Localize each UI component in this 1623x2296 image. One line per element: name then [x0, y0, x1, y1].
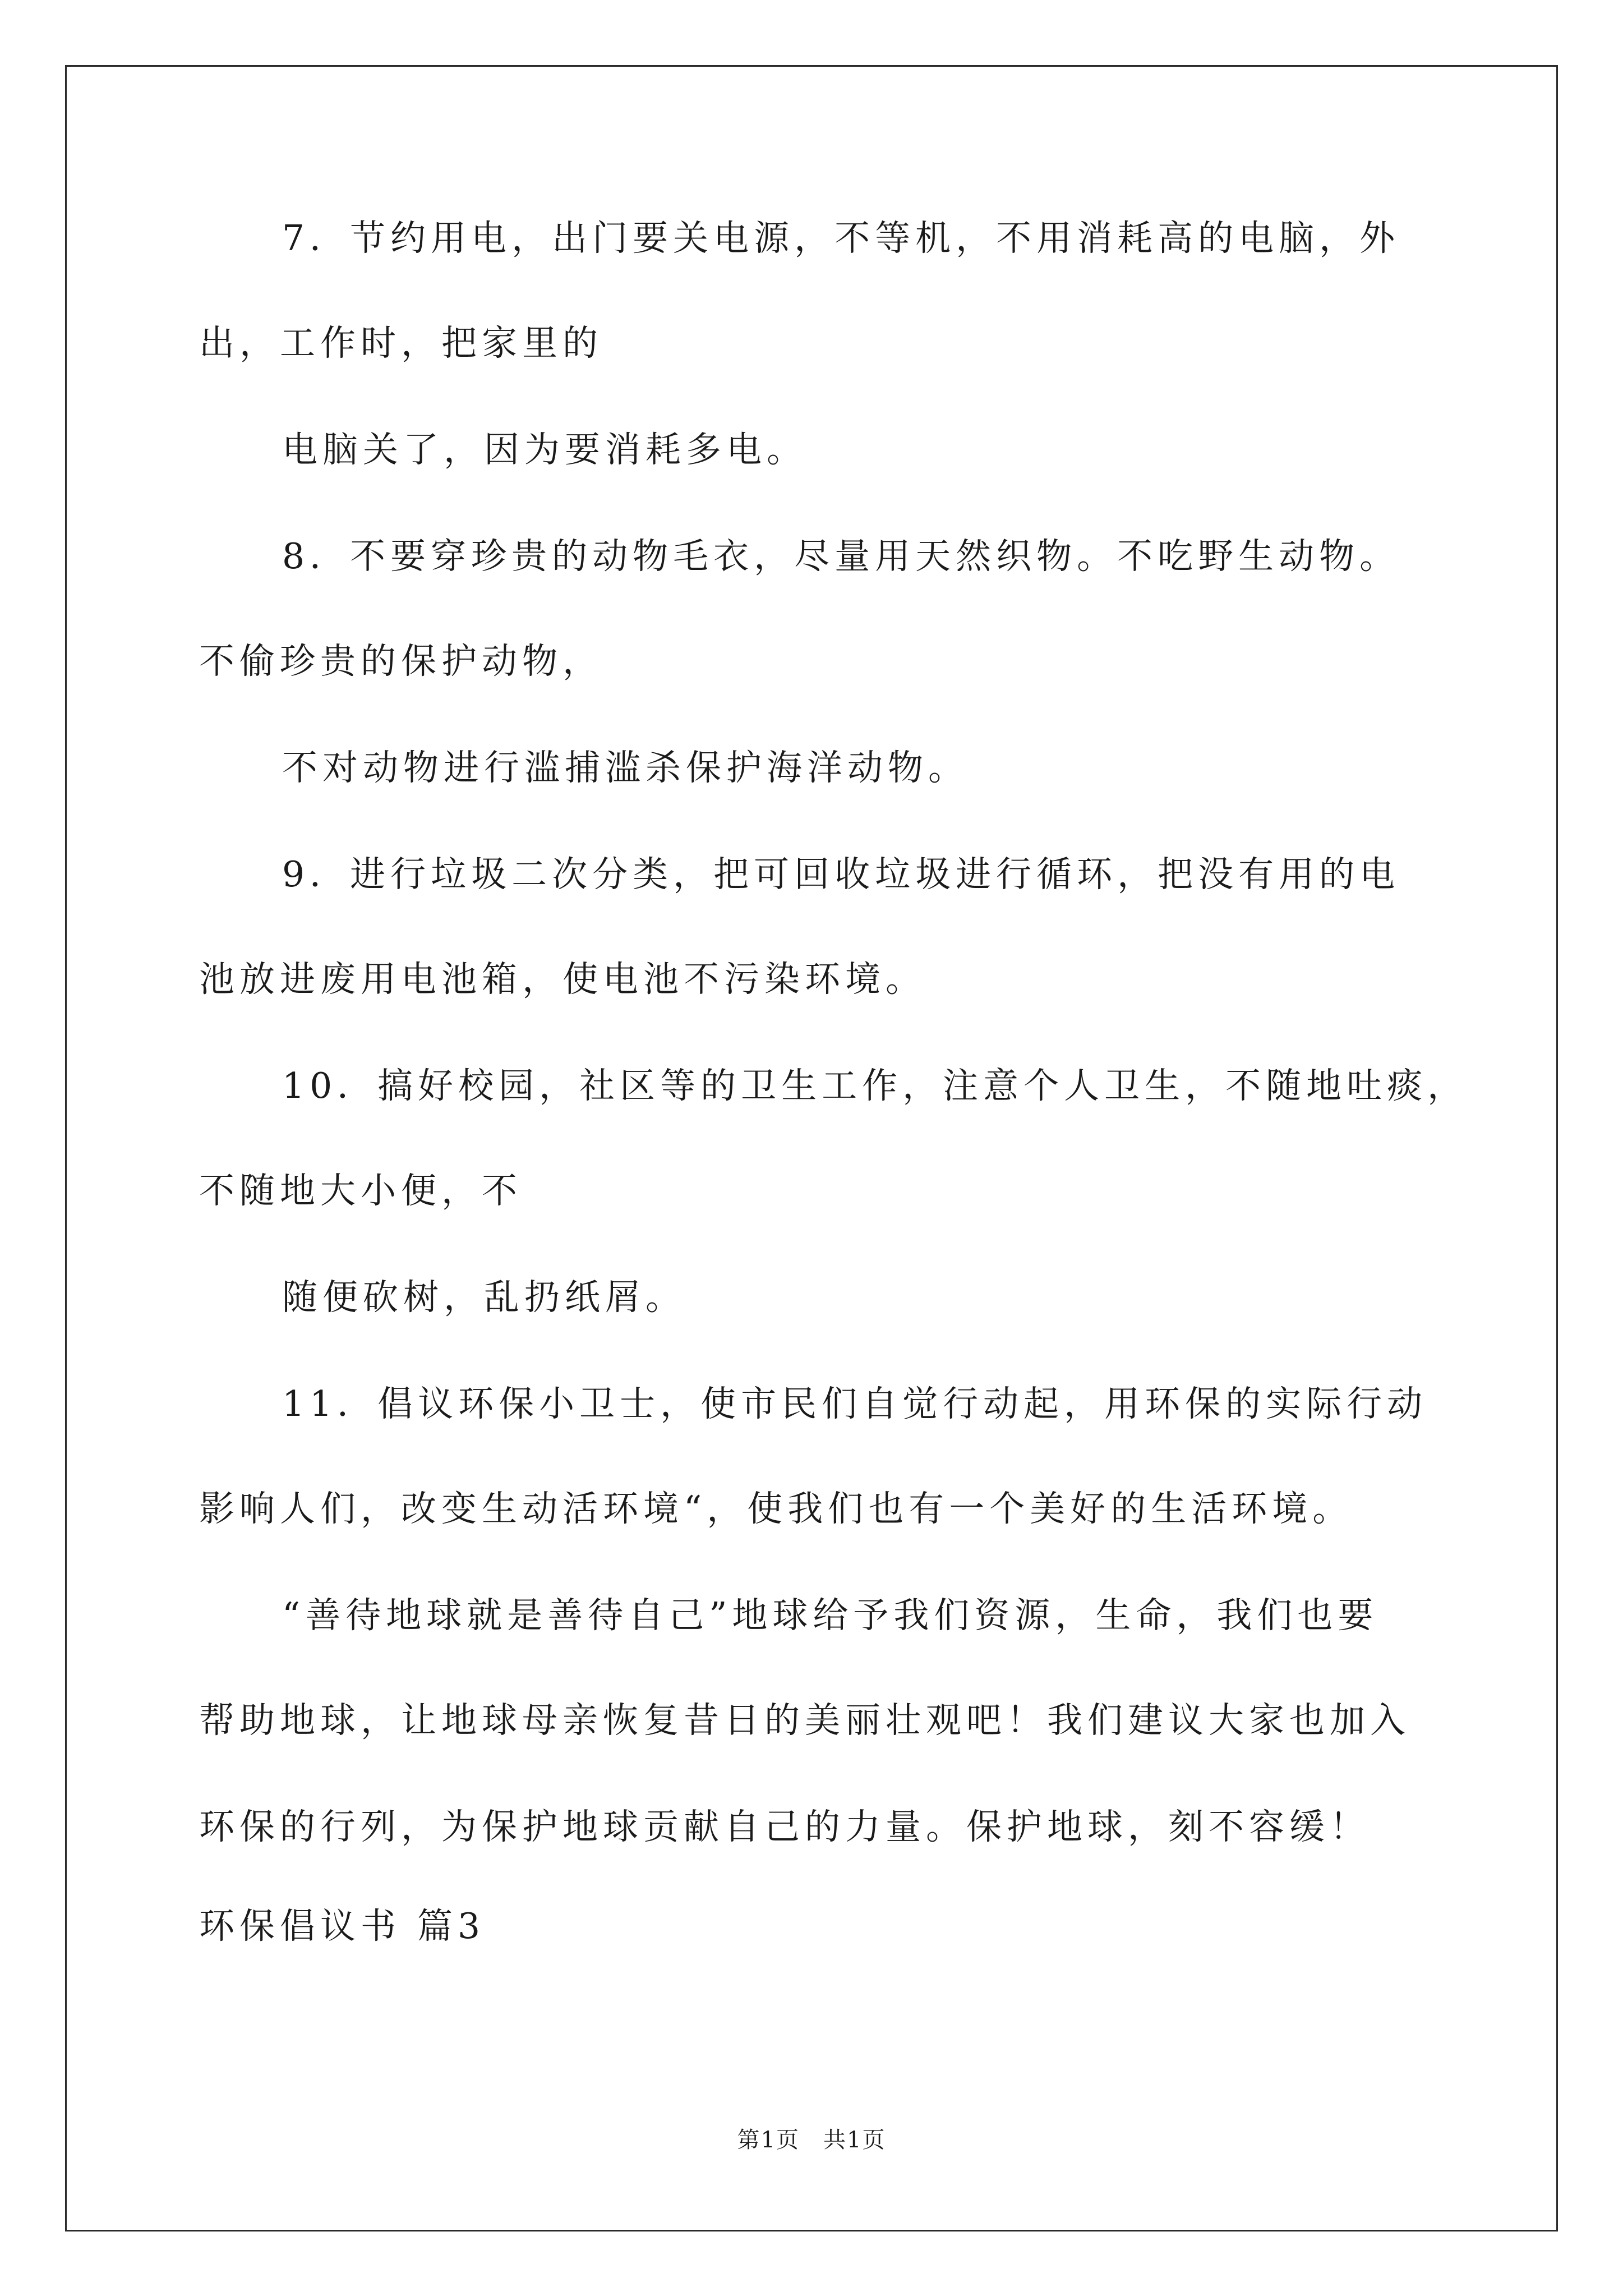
- paragraph-10-line-1: 10．搞好校园，社区等的卫生工作，注意个人卫生，不随地吐痰，: [282, 1065, 1468, 1106]
- paragraph-11-line-1: 11．倡议环保小卫士，使市民们自觉行动起，用环保的实际行动: [282, 1383, 1428, 1424]
- paragraph-8-line-2: 不偷珍贵的保护动物，: [199, 641, 603, 682]
- closing-paragraph-line-1: “善待地球就是善待自己”地球给予我们资源，生命，我们也要: [282, 1595, 1378, 1636]
- paragraph-9-line-2: 池放进废用电池箱，使电池不污染环境。: [199, 959, 926, 1000]
- paragraph-7-line-1: 7．节约用电，出门要关电源，不等机，不用消耗高的电脑，外: [282, 218, 1400, 259]
- closing-paragraph-line-2: 帮助地球，让地球母亲恢复昔日的美丽壮观吧！我们建议大家也加入: [199, 1700, 1410, 1741]
- paragraph-8-line-3: 不对动物进行滥捕滥杀保护海洋动物。: [282, 747, 969, 788]
- section-heading: 环保倡议书 篇3: [199, 1906, 486, 1947]
- paragraph-10-line-3: 随便砍树，乱扔纸屑。: [282, 1277, 686, 1318]
- paragraph-7-line-3: 电脑关了，因为要消耗多电。: [282, 429, 807, 470]
- paragraph-10-line-2: 不随地大小便，不: [199, 1170, 522, 1211]
- paragraph-8-line-1: 8．不要穿珍贵的动物毛衣，尽量用天然织物。不吃野生动物。: [282, 536, 1400, 577]
- page-footer: 第1页 共1页: [737, 2127, 886, 2153]
- paragraph-9-line-1: 9．进行垃圾二次分类，把可回收垃圾进行循环，把没有用的电: [282, 854, 1400, 895]
- paragraph-11-line-2: 影响人们，改变生动活环境“，使我们也有一个美好的生活环境。: [199, 1488, 1353, 1529]
- closing-paragraph-line-3: 环保的行列，为保护地球贡献自己的力量。保护地球，刻不容缓！: [199, 1806, 1370, 1847]
- paragraph-7-line-2: 出，工作时，把家里的: [199, 323, 603, 364]
